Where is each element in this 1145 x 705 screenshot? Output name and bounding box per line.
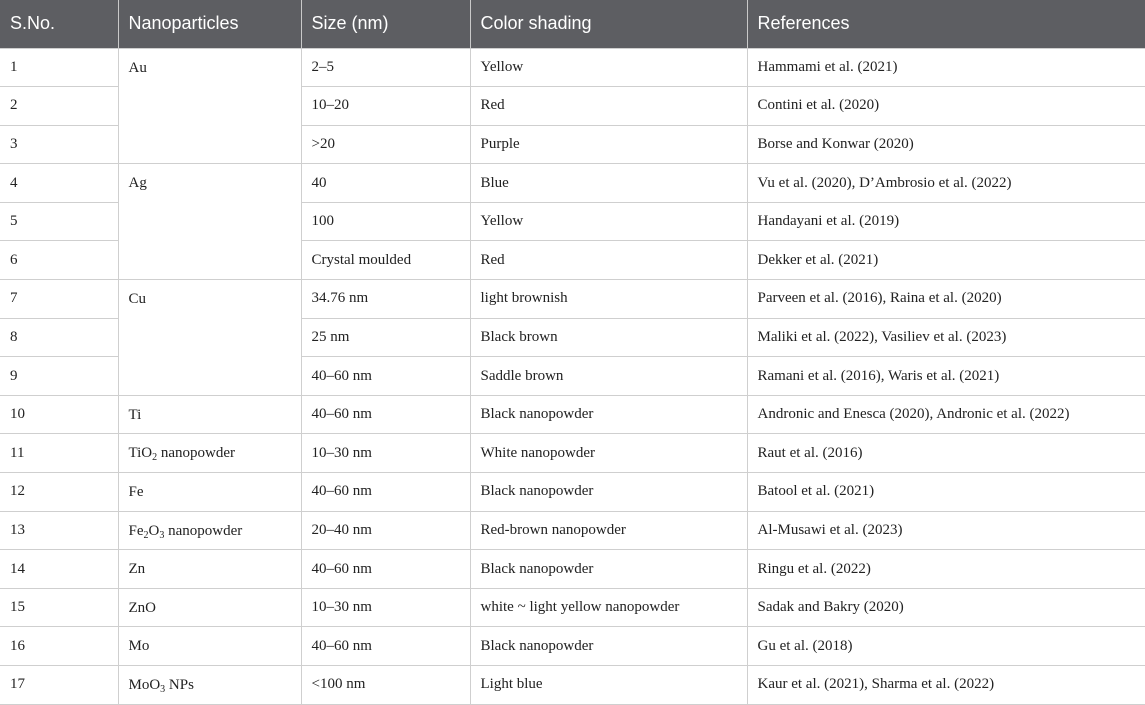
cell-sno: 7: [0, 280, 118, 319]
cell-color-shading: Red: [470, 87, 747, 126]
cell-color-shading: Blue: [470, 164, 747, 203]
cell-sno: 4: [0, 164, 118, 203]
nanoparticle-name-part: Cu: [128, 291, 147, 308]
cell-sno: 1: [0, 48, 118, 87]
cell-size: 40–60 nm: [301, 550, 470, 589]
cell-reference: Contini et al. (2020): [747, 87, 1145, 126]
table-row: [0, 164, 1145, 203]
cell-sno: 17: [0, 666, 118, 705]
header-nanoparticles: Nanoparticles: [118, 0, 301, 48]
cell-nanoparticle: [118, 280, 301, 396]
cell-sno: 6: [0, 241, 118, 280]
cell-color-shading: Light blue: [470, 666, 747, 705]
cell-sno: 12: [0, 473, 118, 512]
cell-size: 40–60 nm: [301, 627, 470, 666]
nanoparticle-name-part: TiO: [128, 445, 153, 462]
cell-reference: Raut et al. (2016): [747, 434, 1145, 473]
cell-nanoparticle: [118, 550, 301, 589]
cell-nanoparticle: [118, 511, 301, 550]
cell-sno: 2: [0, 87, 118, 126]
header-row: [0, 0, 1145, 48]
cell-size: 25 nm: [301, 318, 470, 357]
nanoparticle-name-part: Ag: [128, 175, 147, 192]
table-row: [0, 473, 1145, 512]
table-row: [0, 434, 1145, 473]
cell-sno: 11: [0, 434, 118, 473]
cell-reference: Batool et al. (2021): [747, 473, 1145, 512]
nanoparticle-name-part: nanopowder: [157, 445, 236, 462]
table-header: [0, 0, 1145, 48]
cell-color-shading: white ~ light yellow nanopowder: [470, 588, 747, 627]
cell-size: 10–30 nm: [301, 588, 470, 627]
cell-reference: Borse and Konwar (2020): [747, 125, 1145, 164]
nanoparticle-name-part: nanopowder: [164, 522, 243, 539]
table-row: [0, 395, 1145, 434]
cell-reference: Vu et al. (2020), D’Ambrosio et al. (2022): [747, 164, 1145, 203]
header-size: Size (nm): [301, 0, 470, 48]
cell-size: 2–5: [301, 48, 470, 87]
cell-size: Crystal moulded: [301, 241, 470, 280]
cell-sno: 8: [0, 318, 118, 357]
cell-size: 34.76 nm: [301, 280, 470, 319]
nanoparticle-name-part: Au: [128, 59, 147, 76]
nanoparticle-name-part: Mo: [128, 638, 150, 655]
cell-size: 40–60 nm: [301, 395, 470, 434]
cell-reference: Al-Musawi et al. (2023): [747, 511, 1145, 550]
cell-size: 20–40 nm: [301, 511, 470, 550]
cell-color-shading: Red: [470, 241, 747, 280]
cell-size: 40–60 nm: [301, 473, 470, 512]
nanoparticle-name-part: Zn: [128, 561, 146, 578]
cell-reference: Ramani et al. (2016), Waris et al. (2021): [747, 357, 1145, 396]
cell-sno: 5: [0, 202, 118, 241]
cell-nanoparticle: [118, 666, 301, 705]
cell-reference: Gu et al. (2018): [747, 627, 1145, 666]
nanoparticle-name-part: ZnO: [128, 599, 156, 616]
cell-color-shading: Purple: [470, 125, 747, 164]
nanoparticle-name-part: MoO: [128, 677, 161, 693]
cell-color-shading: White nanopowder: [470, 434, 747, 473]
cell-reference: Kaur et al. (2021), Sharma et al. (2022): [747, 666, 1145, 705]
cell-nanoparticle: [118, 588, 301, 627]
cell-reference: Ringu et al. (2022): [747, 550, 1145, 589]
cell-nanoparticle: [118, 395, 301, 434]
cell-color-shading: Black nanopowder: [470, 627, 747, 666]
header-sno: S.No.: [0, 0, 118, 48]
nanoparticle-name-part: O: [148, 522, 160, 539]
nanoparticle-name-part: NPs: [165, 677, 194, 693]
table-row: [0, 588, 1145, 627]
cell-size: 10–30 nm: [301, 434, 470, 473]
cell-sno: 14: [0, 550, 118, 589]
cell-reference: Dekker et al. (2021): [747, 241, 1145, 280]
header-references: References: [747, 0, 1145, 48]
nanoparticle-name-part: Fe: [128, 484, 144, 501]
cell-color-shading: Black nanopowder: [470, 395, 747, 434]
cell-sno: 9: [0, 357, 118, 396]
cell-nanoparticle: [118, 434, 301, 473]
cell-reference: Sadak and Bakry (2020): [747, 588, 1145, 627]
formula-subscript: 2: [143, 529, 149, 541]
cell-reference: Parveen et al. (2016), Raina et al. (2020): [747, 280, 1145, 319]
cell-sno: 16: [0, 627, 118, 666]
cell-color-shading: Yellow: [470, 202, 747, 241]
cell-size: 40–60 nm: [301, 357, 470, 396]
cell-color-shading: Red-brown nanopowder: [470, 511, 747, 550]
cell-reference: Handayani et al. (2019): [747, 202, 1145, 241]
formula-subscript: 3: [159, 529, 165, 541]
cell-size: 100: [301, 202, 470, 241]
cell-color-shading: light brownish: [470, 280, 747, 319]
cell-size: 10–20: [301, 87, 470, 126]
cell-size: >20: [301, 125, 470, 164]
table-body: [0, 48, 1145, 704]
header-color-shading: Color shading: [470, 0, 747, 48]
cell-nanoparticle: [118, 627, 301, 666]
cell-size: <100 nm: [301, 666, 470, 705]
table-row: [0, 627, 1145, 666]
formula-subscript: 2: [152, 452, 158, 464]
cell-reference: Andronic and Enesca (2020), Andronic et al. (2022): [747, 395, 1145, 434]
cell-reference: Maliki et al. (2022), Vasiliev et al. (2023): [747, 318, 1145, 357]
cell-sno: 10: [0, 395, 118, 434]
table-row: [0, 550, 1145, 589]
nanoparticle-name-part: Fe: [128, 522, 144, 539]
cell-nanoparticle: [118, 473, 301, 512]
cell-color-shading: Saddle brown: [470, 357, 747, 396]
cell-reference: Hammami et al. (2021): [747, 48, 1145, 87]
cell-color-shading: Black nanopowder: [470, 473, 747, 512]
cell-color-shading: Yellow: [470, 48, 747, 87]
cell-size: 40: [301, 164, 470, 203]
table-row: [0, 48, 1145, 87]
table-row: [0, 511, 1145, 550]
formula-subscript: 3: [160, 684, 166, 695]
cell-sno: 13: [0, 511, 118, 550]
cell-color-shading: Black brown: [470, 318, 747, 357]
cell-sno: 3: [0, 125, 118, 164]
nanoparticle-name-part: Ti: [128, 406, 142, 423]
table-row: [0, 666, 1145, 705]
cell-nanoparticle: [118, 164, 301, 280]
cell-sno: 15: [0, 588, 118, 627]
table-row: [0, 280, 1145, 319]
cell-color-shading: Black nanopowder: [470, 550, 747, 589]
cell-nanoparticle: [118, 48, 301, 164]
